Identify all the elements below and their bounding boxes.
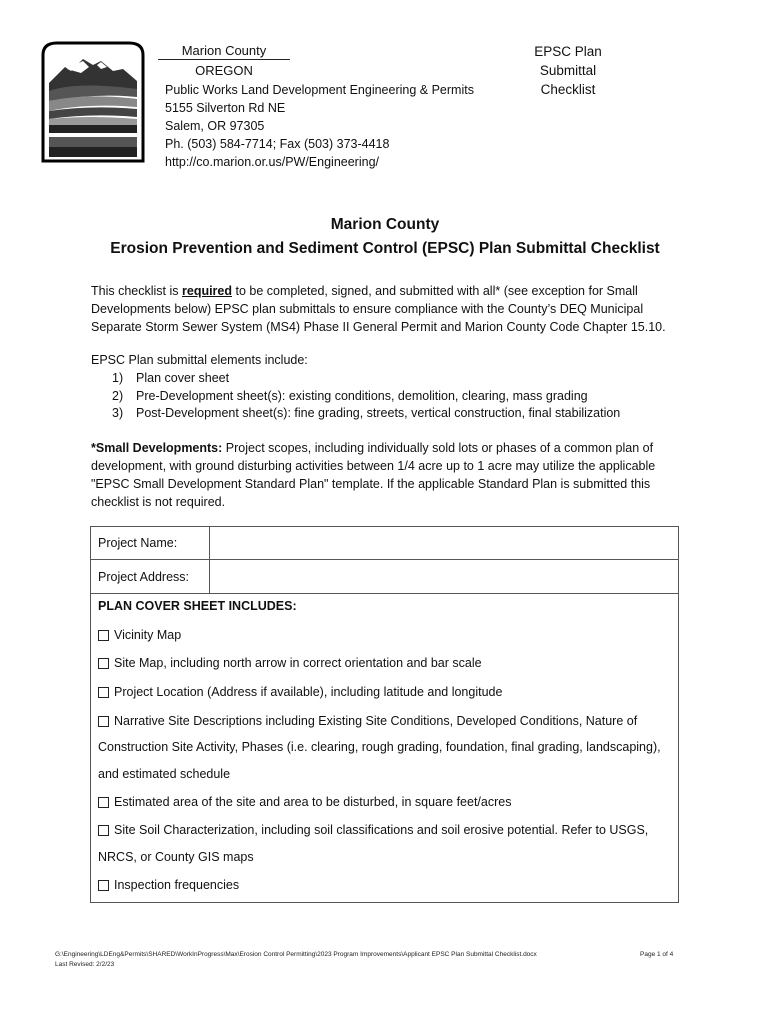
checkbox[interactable] [98, 825, 109, 836]
checklist-item[interactable] [98, 823, 648, 837]
checklist-item-label: Site Soil Characterization, including soil classifications and soil erosive potential. Refer to USGS, [114, 823, 649, 837]
list-item-text: Pre-Development sheet(s): existing conditions, demolition, clearing, mass grading [136, 389, 588, 403]
small-developments-note [91, 439, 691, 511]
checklist-item[interactable] [98, 685, 502, 699]
checklist-form [90, 526, 679, 903]
small-developments-label: *Small Developments: [91, 441, 223, 455]
list-item-text: Plan cover sheet [136, 371, 230, 385]
page-number: Page 1 of 4 [640, 951, 674, 958]
checkbox[interactable] [98, 630, 109, 641]
checklist-item-continuation: and estimated schedule [98, 767, 231, 781]
checkbox[interactable] [98, 658, 109, 669]
list-item-text: Post-Development sheet(s): fine grading, streets, vertical construction, final stabilization [136, 406, 621, 420]
document-label-line-1: EPSC Plan [534, 44, 602, 59]
list-item-number: 2) [112, 389, 124, 403]
intro-text-after: to be completed, signed, and submitted with all* (see exception for Small Developments below) EPSC plan submittals to ensure compliance with the County’s DEQ Municipal Separate Storm Sewer System (MS4) Phase II General Permit and Marion County Code Chapter 15.10. [91, 284, 666, 334]
checklist-item-label: Vicinity Map [114, 628, 182, 642]
page-title: Marion County [330, 216, 440, 233]
checklist-item[interactable] [98, 656, 482, 670]
list-item-number: 1) [112, 371, 124, 385]
footer-file-path: G:\Engineering\LDEng&Permits\SHARED\WorkInProgress\Max\Erosion Control Permitting\2023 Program Improvements\Applicant EPSC Plan Submittal Checklist.docx [55, 951, 537, 958]
project-name-row [91, 527, 678, 560]
list-item [112, 404, 620, 422]
marion-county-logo-icon [37, 41, 148, 167]
document-label [515, 42, 621, 99]
checklist-item-label: Site Map, including north arrow in correct orientation and bar scale [114, 656, 482, 670]
checklist-item-label: Inspection frequencies [114, 878, 240, 892]
footer-last-revised: Last Revised: 2/2/23 [55, 961, 115, 968]
project-address-row [91, 560, 678, 594]
checklist-item[interactable] [98, 628, 181, 642]
checklist-item-label: Estimated area of the site and area to be disturbed, in square feet/acres [114, 795, 512, 809]
checklist-item-continuation: Construction Site Activity, Phases (i.e. clearing, rough grading, foundation, final grading, landscaping), [98, 740, 661, 754]
checkbox[interactable] [98, 880, 109, 891]
checkbox[interactable] [98, 716, 109, 727]
document-label-line-3: Checklist [540, 82, 596, 97]
page-subtitle: Erosion Prevention and Sediment Control (EPSC) Plan Submittal Checklist [110, 240, 660, 257]
checklist-item[interactable] [98, 878, 239, 892]
project-address-label: Project Address: [91, 560, 210, 593]
elements-heading: EPSC Plan submittal elements include: [91, 353, 308, 367]
section-title: PLAN COVER SHEET INCLUDES: [98, 599, 297, 613]
project-address-input[interactable] [210, 560, 678, 595]
city-state-zip: Salem, OR 97305 [165, 119, 265, 133]
phone-fax: Ph. (503) 584-7714; Fax (503) 373-4418 [165, 137, 390, 151]
list-item-number: 3) [112, 406, 124, 420]
county-name: Marion County [158, 43, 290, 60]
checkbox[interactable] [98, 687, 109, 698]
small-developments-text: Project scopes, including individually sold lots or phases of a common plan of development, with ground disturbing activities between 1/4 acre up to 1 acre may utilize the applicable "EPSC Small Development Standard Plan" template. If the applicable Standard Plan is submitted this checklist is not required. [91, 441, 656, 509]
checklist-item-continuation: NRCS, or County GIS maps [98, 850, 254, 864]
website-link[interactable]: http://co.marion.or.us/PW/Engineering/ [165, 155, 379, 169]
list-item [112, 387, 588, 405]
checkbox[interactable] [98, 797, 109, 808]
intro-text-before: This checklist is [91, 284, 182, 298]
checklist-item-label: Project Location (Address if available), including latitude and longitude [114, 685, 503, 699]
project-name-input[interactable] [210, 527, 678, 561]
checklist-item[interactable] [98, 714, 637, 728]
department-name: Public Works Land Development Engineering & Permits [165, 83, 474, 97]
document-label-line-2: Submittal [539, 63, 597, 78]
street-address: 5155 Silverton Rd NE [165, 101, 286, 115]
required-emphasis: required [182, 284, 233, 298]
state-name: OREGON [195, 63, 253, 78]
intro-paragraph [91, 282, 691, 336]
checklist-item[interactable] [98, 795, 511, 809]
list-item [112, 369, 229, 387]
checklist-item-label: Narrative Site Descriptions including Existing Site Conditions, Developed Conditions, Nature of [114, 714, 638, 728]
project-name-label: Project Name: [91, 527, 210, 559]
